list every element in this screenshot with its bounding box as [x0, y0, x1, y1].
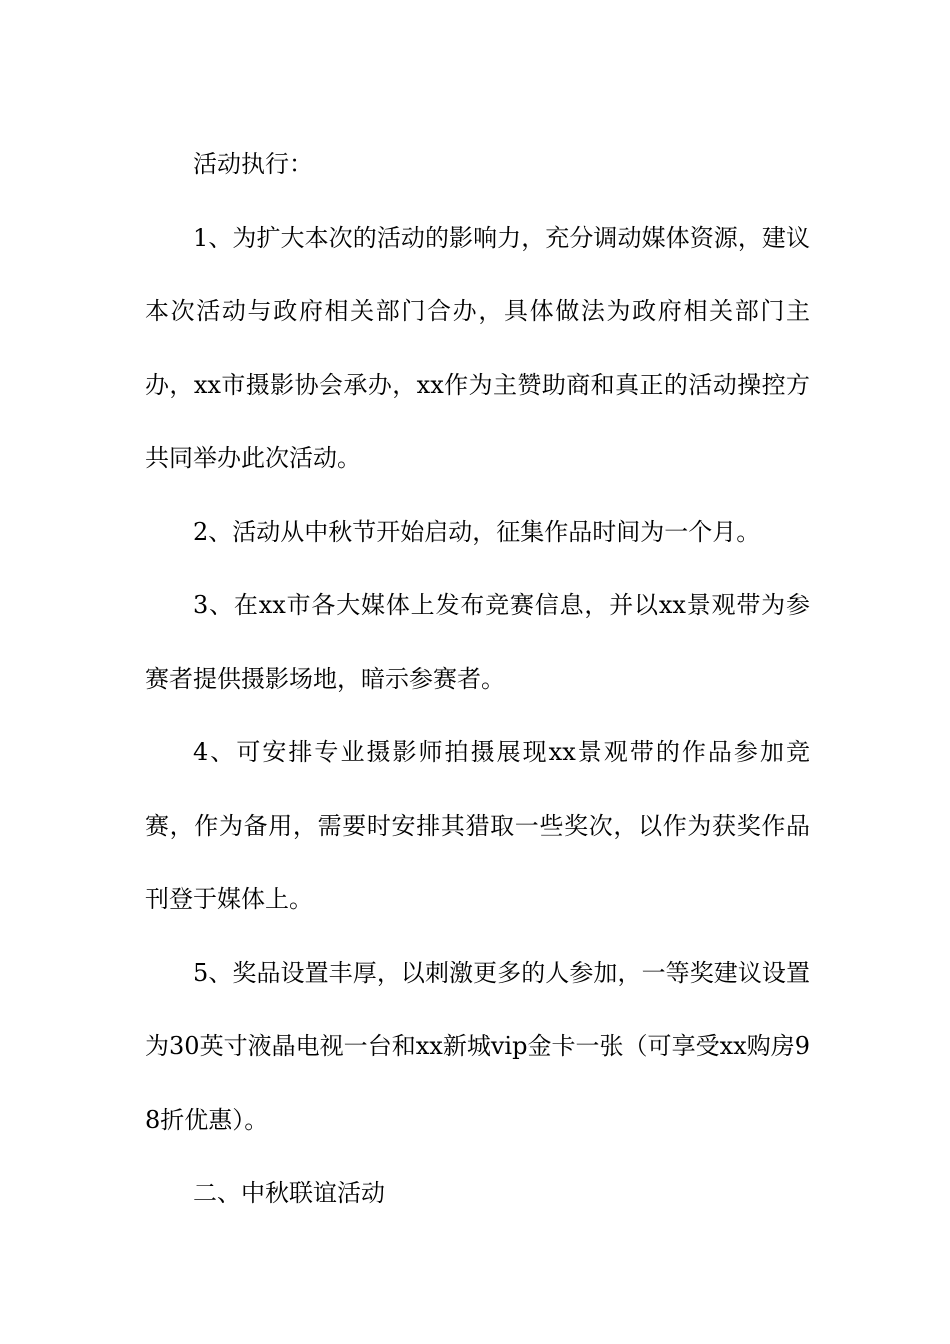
- paragraph-item-3: 3、在xx市各大媒体上发布竞赛信息，并以xx景观带为参赛者提供摄影场地，暗示参赛者。: [145, 591, 810, 693]
- paragraph-item-5: 5、奖品设置丰厚，以刺激更多的人参加，一等奖建议设置为30英寸液晶电视一台和xx新城vip金卡一张（可享受xx购房98折优惠）。: [145, 958, 810, 1134]
- document-body: [145, 128, 810, 1231]
- paragraph-item-2: 2、活动从中秋节开始启动，征集作品时间为一个月。: [193, 517, 761, 546]
- paragraph-item-1: 1、为扩大本次的活动的影响力，充分调动媒体资源，建议本次活动与政府相关部门合办，具体做法为政府相关部门主办，xx市摄影协会承办，xx作为主赞助商和真正的活动操控方共同举办此次活动。: [145, 223, 810, 472]
- paragraph-activity-execution: 活动执行：: [193, 150, 313, 178]
- section-heading-mid-autumn-party: 二、中秋联谊活动: [193, 1179, 385, 1207]
- paragraph-item-4: 4、可安排专业摄影师拍摄展现xx景观带的作品参加竞赛，作为备用，需要时安排其猎取一些奖次，以作为获奖作品刊登于媒体上。: [145, 738, 810, 913]
